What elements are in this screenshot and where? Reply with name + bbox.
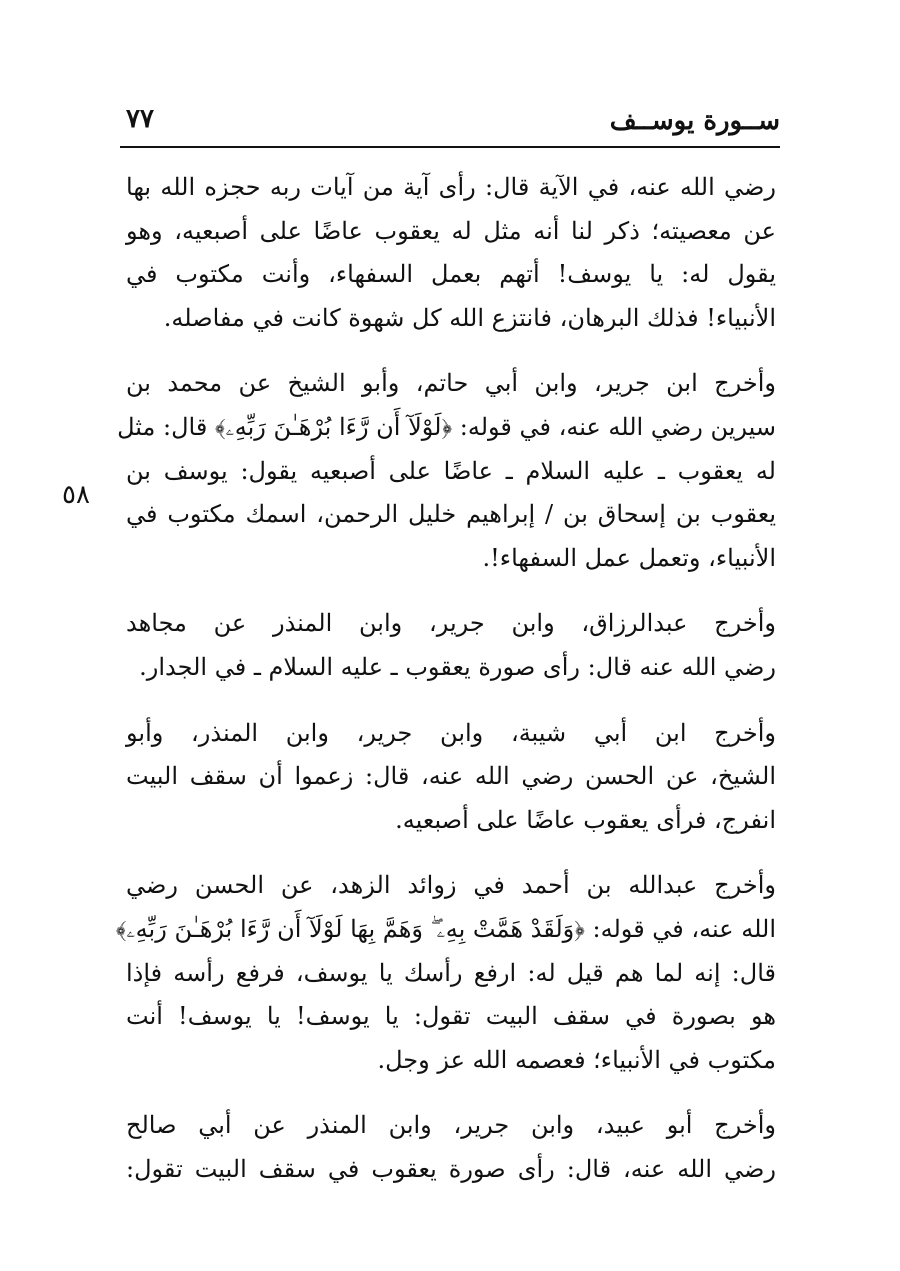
text-line: الأنبياء، وتعمل عمل السفهاء!.	[482, 543, 776, 572]
text-line: يقول له: يا يوسف! أتهم بعمل السفهاء، وأنت مكتوب في	[126, 260, 776, 289]
text-line: وأخرج عبدالله بن أحمد في زوائد الزهد، عن الحسن رضي	[126, 871, 776, 900]
text-line: رضي الله عنه قال: رأى صورة يعقوب ـ عليه السلام ـ في الجدار.	[139, 652, 776, 681]
text-line: وأخرج عبدالرزاق، وابن جرير، وابن المنذر عن مجاهد	[126, 609, 776, 638]
text-line: عن معصيته؛ ذكر لنا أنه مثل له يعقوب عاضًا على أصبعيه، وهو	[126, 216, 776, 245]
text-line: رضي الله عنه، في الآية قال: رأى آية من آيات ربه حجزه الله بها	[126, 173, 776, 201]
paragraph	[126, 602, 776, 689]
text-line: قال: إنه لما هم قيل له: ارفع رأسك يا يوسف، فرفع رأسه فإذا	[126, 958, 776, 987]
margin-page-reference: ٥٨	[62, 480, 90, 510]
text-line: انفرج، فرأى يعقوب عاضًا على أصبعيه.	[395, 805, 776, 834]
text-line: سيرين رضي الله عنه، في قوله: ﴿لَوْلَآ أَن رَّءَا بُرْهَـٰنَ رَبِّهِۦ﴾ قال: مثل	[117, 412, 776, 441]
paragraph	[126, 166, 776, 340]
text-line: يعقوب بن إسحاق بن / إبراهيم خليل الرحمن، اسمك مكتوب في	[126, 500, 776, 529]
page-number: ٧٧	[126, 104, 154, 134]
paragraph	[115, 864, 776, 1082]
text-line: هو بصورة في سقف البيت تقول: يا يوسف! يا يوسف! أنت	[126, 1002, 776, 1031]
text-line: وأخرج ابن أبي شيبة، وابن جرير، وابن المنذر، وأبو	[126, 718, 776, 747]
text-line: وأخرج ابن جرير، وابن أبي حاتم، وأبو الشيخ عن محمد بن	[126, 369, 776, 398]
paragraph	[126, 1104, 776, 1191]
text-line: الأنبياء! فذلك البرهان، فانتزع الله كل شهوة كانت في مفاصله.	[163, 303, 776, 332]
text-line: وأخرج أبو عبيد، وابن جرير، وابن المنذر عن أبي صالح	[126, 1111, 777, 1140]
surah-title: ســورة يوســف	[609, 106, 780, 136]
page-header	[120, 102, 780, 148]
text-line: الله عنه، في قوله: ﴿وَلَقَدْ هَمَّتْ بِهِۦ ۖ وَهَمَّ بِهَا لَوْلَآ أَن رَّءَا بُرْهَـٰنَ رَبِّهِۦ﴾	[115, 914, 776, 943]
text-line: رضي الله عنه، قال: رأى صورة يعقوب في سقف البيت تقول:	[126, 1154, 776, 1183]
text-line: مكتوب في الأنبياء؛ فعصمه الله عز وجل.	[377, 1045, 776, 1074]
page-body	[115, 166, 777, 1213]
paragraph	[117, 362, 776, 580]
text-line: له يعقوب ـ عليه السلام ـ عاضًا على أصبعيه يقول: يوسف بن	[126, 456, 776, 485]
paragraph	[126, 712, 776, 843]
text-line: الشيخ، عن الحسن رضي الله عنه، قال: زعموا أن سقف البيت	[126, 762, 776, 791]
